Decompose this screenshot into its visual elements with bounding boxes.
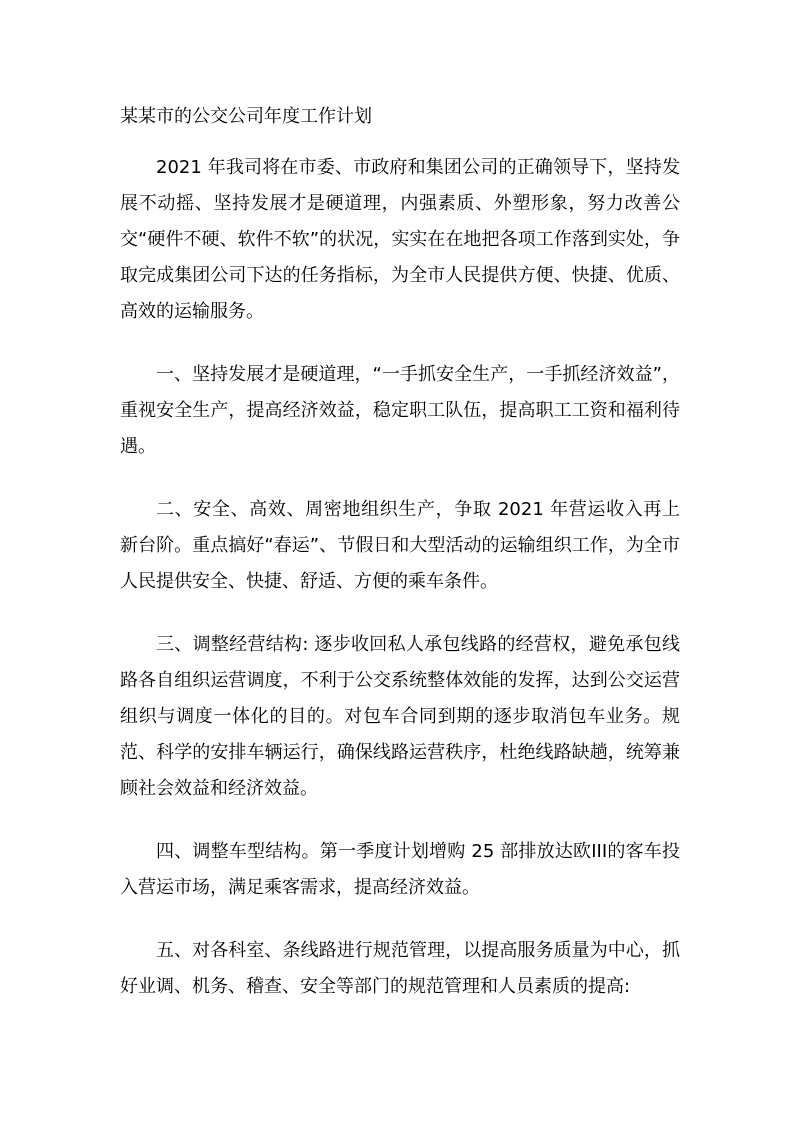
paragraph-section-1: 一、坚持发展才是硬道理，“一手抓安全生产，一手抓经济效益”，重视安全生产，提高经济效益，稳定职工队伍，提高职工工资和福利待遇。 [120, 364, 680, 457]
document-body [120, 150, 680, 1032]
paragraph-section-3: 三、调整经营结构: 逐步收回私人承包线路的经营权，避免承包线路各自组织运营调度，不利于公交系统整体效能的发挥，达到公交运营组织与调度一体化的目的。对包车合同到期的逐步取消包车业务。规范、科学的安排车辆运行，确保线路运营秩序，杜绝线路缺趟，统筹兼顾社会效益和经济效益。 [120, 634, 680, 799]
paragraph-section-5: 五、对各科室、条线路进行规范管理，以提高服务质量为中心，抓好业调、机务、稽查、安全等部门的规范管理和人员素质的提高: [120, 940, 680, 997]
document-title: 某某市的公交公司年度工作计划 [120, 106, 372, 127]
paragraph-intro: 2021 年我司将在市委、市政府和集团公司的正确领导下，坚持发展不动摇、坚持发展才是硬道理，内强素质、外塑形象，努力改善公交“硬件不硬、软件不软”的状况，实实在在地把各项工作落到实处，争取完成集团公司下达的任务指标，为全市人民提供方便、快捷、优质、高效的运输服务。 [120, 157, 680, 322]
paragraph-section-2: 二、安全、高效、周密地组织生产，争取 2021 年营运收入再上新台阶。重点搞好“春运”、节假日和大型活动的运输组织工作，为全市人民提供安全、快捷、舒适、方便的乘车条件。 [120, 499, 680, 592]
paragraph-section-4: 四、调整车型结构。第一季度计划增购 25 部排放达欧III的客车投入营运市场，满足乘客需求，提高经济效益。 [120, 841, 680, 898]
